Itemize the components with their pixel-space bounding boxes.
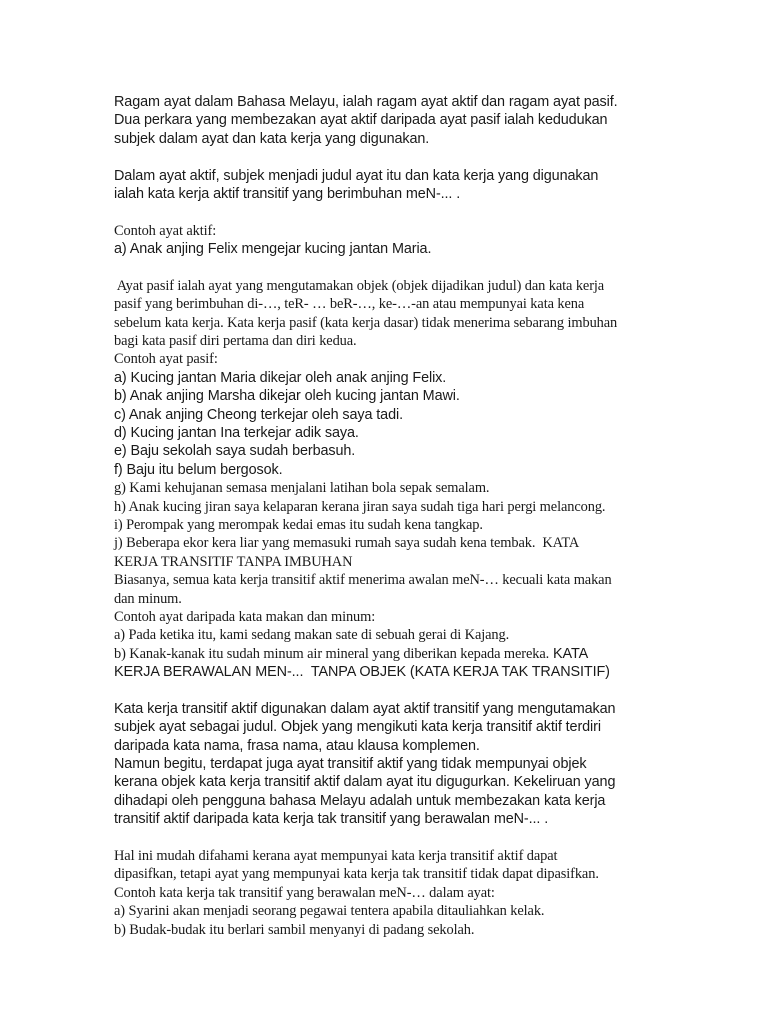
list-item [114,645,754,663]
document-page [114,93,754,939]
list-item: i) Perompak yang merompak kedai emas itu sudah kena tangkap. [114,516,483,533]
text-line: daripada kata nama, frasa nama, atau klausa komplemen. [114,737,480,754]
text-line: Namun begitu, terdapat juga ayat transitif aktif yang tidak mempunyai objek [114,756,587,773]
list-item: g) Kami kehujanan semasa menjalani latihan bola sepak semalam. [114,480,490,497]
text-line: Contoh ayat aktif: [114,222,217,239]
section-heading: KERJA BERAWALAN MEN-... TANPA OBJEK (KATA KERJA TAK TRANSITIF) [114,664,610,681]
text-line: subjek ayat sebagai judul. Objek yang mengikuti kata kerja transitif aktif terdiri [114,719,601,736]
list-item: a) Pada ketika itu, kami sedang makan sate di sebuah gerai di Kajang. [114,627,510,644]
text-line: transitif aktif daripada kata kerja tak transitif yang berawalan meN-... . [114,811,549,828]
text-line: Contoh ayat pasif: [114,351,218,368]
paragraph-intro [114,93,754,148]
list-item: f) Baju itu belum bergosok. [114,461,283,478]
text-span: b) Kanak-kanak itu sudah minum air mineral yang diberikan kepada mereka. [114,645,550,662]
text-line: Dua perkara yang membezakan ayat aktif daripada ayat pasif ialah kedudukan [114,112,608,129]
text-line: sebelum kata kerja. Kata kerja pasif (kata kerja dasar) tidak menerima sebarang imbuhan [114,314,618,331]
text-line: dihadapi oleh pengguna bahasa Melayu adalah untuk membezakan kata kerja [114,792,606,809]
paragraph-passive-examples-cont [114,479,754,663]
text-line: ialah kata kerja aktif transitif yang berimbuhan meN-... . [114,185,461,202]
text-line: a) Anak anjing Felix mengejar kucing jantan Maria. [114,241,432,258]
paragraph-passive-voice [114,277,754,351]
list-item: a) Kucing jantan Maria dikejar oleh anak anjing Felix. [114,369,447,386]
text-line: dan minum. [114,590,182,607]
text-line: Contoh ayat daripada kata makan dan minum: [114,608,376,625]
list-item: d) Kucing jantan Ina terkejar adik saya. [114,425,359,442]
text-line: dipasifkan, tetapi ayat yang mempunyai kata kerja tak transitif tidak dapat dipasifkan. [114,866,599,883]
paragraph-passive-examples [114,350,754,479]
text-line: Ragam ayat dalam Bahasa Melayu, ialah ragam ayat aktif dan ragam ayat pasif. [114,94,618,110]
text-line: Hal ini mudah difahami kerana ayat mempunyai kata kerja transitif aktif dapat [114,848,558,865]
text-line: Contoh kata kerja tak transitif yang berawalan meN-… dalam ayat: [114,884,495,901]
list-item: j) Beberapa ekor kera liar yang memasuki rumah saya sudah kena tembak. KATA [114,535,580,552]
list-item: a) Syarini akan menjadi seorang pegawai tentera apabila ditauliahkan kelak. [114,903,545,920]
list-item: b) Anak anjing Marsha dikejar oleh kucing jantan Mawi. [114,388,460,405]
text-line: kerana objek kata kerja transitif aktif dalam ayat itu digugurkan. Kekeliruan yang [114,774,616,791]
text-line: Kata kerja transitif aktif digunakan dalam ayat aktif transitif yang mengutamakan [114,700,616,717]
text-line: subjek dalam ayat dan kata kerja yang digunakan. [114,130,430,147]
text-line: Ayat pasif ialah ayat yang mengutamakan objek (objek dijadikan judul) dan kata kerja [114,277,605,294]
paragraph-transitive [114,700,754,829]
section-heading: KERJA TRANSITIF TANPA IMBUHAN [114,553,353,570]
text-line: bagi kata pasif diri pertama dan diri kedua. [114,333,357,350]
section-heading-intransitive [114,663,754,681]
list-item: b) Budak-budak itu berlari sambil menyanyi di padang sekolah. [114,921,475,938]
paragraph-active-voice [114,167,754,204]
list-item: h) Anak kucing jiran saya kelaparan kerana jiran saya sudah tiga hari pergi melancong. [114,498,606,515]
paragraph-intransitive [114,847,754,939]
text-line: pasif yang berimbuhan di-…, teR- … beR-…, ke-…-an atau mempunyai kata kena [114,296,585,313]
text-line: Dalam ayat aktif, subjek menjadi judul ayat itu dan kata kerja yang digunakan [114,167,599,184]
text-line: Biasanya, semua kata kerja transitif aktif menerima awalan meN-… kecuali kata makan [114,572,612,589]
list-item: e) Baju sekolah saya sudah berbasuh. [114,443,356,460]
paragraph-active-example [114,222,754,259]
text-span: KATA [549,645,589,662]
list-item: c) Anak anjing Cheong terkejar oleh saya tadi. [114,406,403,423]
